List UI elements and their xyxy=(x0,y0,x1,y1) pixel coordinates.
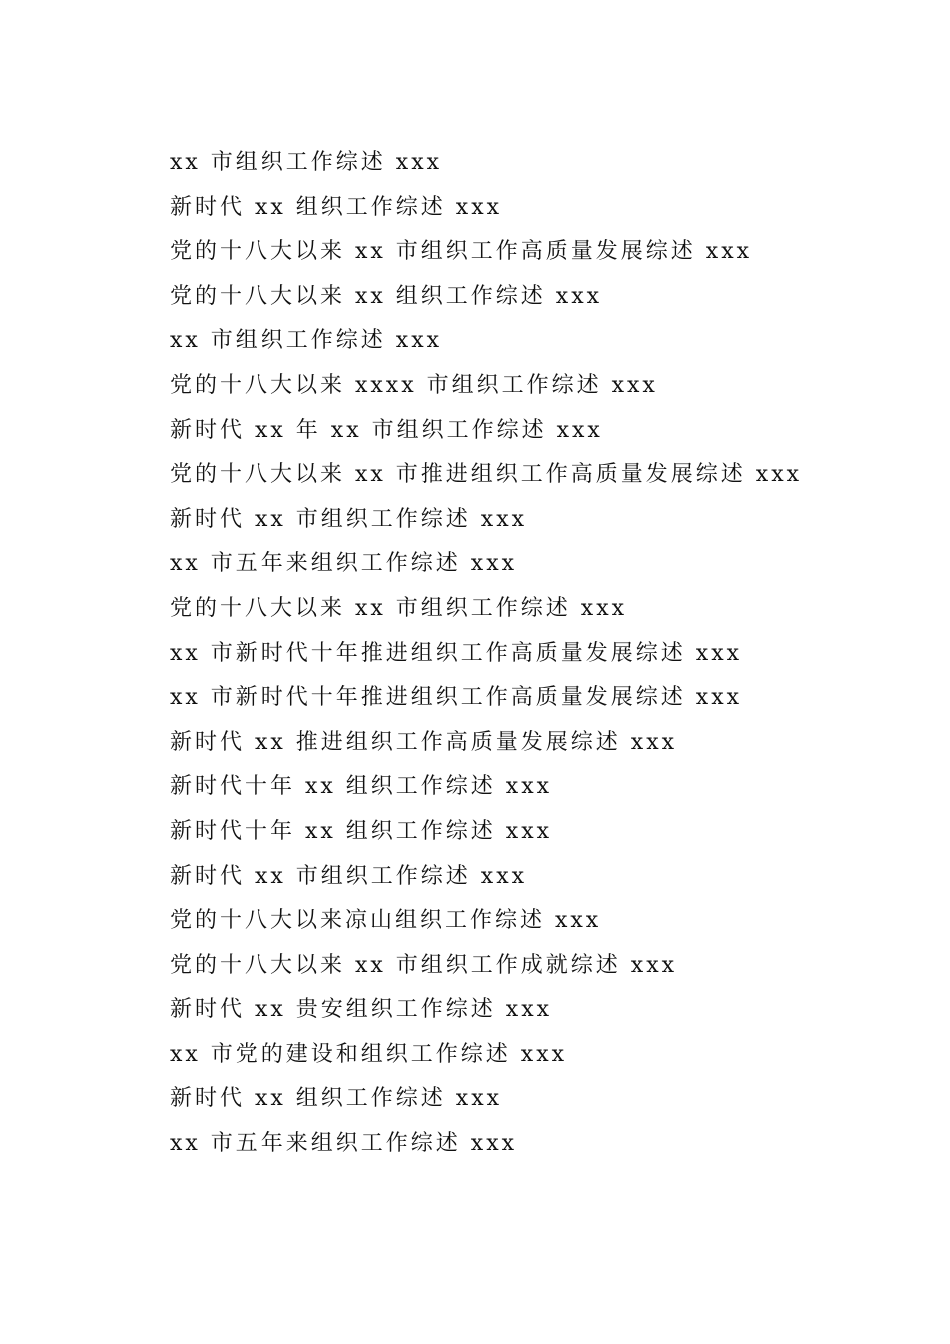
list-item: xx 市新时代十年推进组织工作高质量发展综述 xxx xyxy=(170,685,743,711)
list-item: xx 市五年来组织工作综述 xxx xyxy=(170,551,518,577)
list-item: 新时代 xx 年 xx 市组织工作综述 xxx xyxy=(170,417,603,443)
list-item: 新时代 xx 推进组织工作高质量发展综述 xxx xyxy=(170,729,678,755)
list-item: 党的十八大以来 xx 市组织工作综述 xxx xyxy=(170,595,628,621)
list-item: 新时代 xx 贵安组织工作综述 xxx xyxy=(170,997,553,1023)
list-item: 党的十八大以来 xx 市推进组织工作高质量发展综述 xxx xyxy=(170,462,803,488)
list-item: xx 市组织工作综述 xxx xyxy=(170,150,443,175)
list-item: 新时代 xx 组织工作综述 xxx xyxy=(170,1086,503,1112)
list-item: xx 市五年来组织工作综述 xxx xyxy=(170,1131,518,1157)
list-item: xx 市新时代十年推进组织工作高质量发展综述 xxx xyxy=(170,640,743,666)
title-list xyxy=(170,141,802,1167)
list-item: 党的十八大以来凉山组织工作综述 xxx xyxy=(170,908,602,934)
list-item: 新时代十年 xx 组织工作综述 xxx xyxy=(170,818,553,844)
list-item: 党的十八大以来 xx 市组织工作成就综述 xxx xyxy=(170,952,678,978)
list-item: 党的十八大以来 xx 组织工作综述 xxx xyxy=(170,283,603,309)
list-item: 新时代 xx 组织工作综述 xxx xyxy=(170,194,503,220)
list-item: xx 市组织工作综述 xxx xyxy=(170,328,443,354)
list-item: 党的十八大以来 xxxx 市组织工作综述 xxx xyxy=(170,372,658,398)
list-item: 新时代十年 xx 组织工作综述 xxx xyxy=(170,774,553,800)
list-item: xx 市党的建设和组织工作综述 xxx xyxy=(170,1041,568,1067)
list-item: 新时代 xx 市组织工作综述 xxx xyxy=(170,863,528,889)
list-item: 新时代 xx 市组织工作综述 xxx xyxy=(170,506,528,532)
list-item: 党的十八大以来 xx 市组织工作高质量发展综述 xxx xyxy=(170,239,753,265)
